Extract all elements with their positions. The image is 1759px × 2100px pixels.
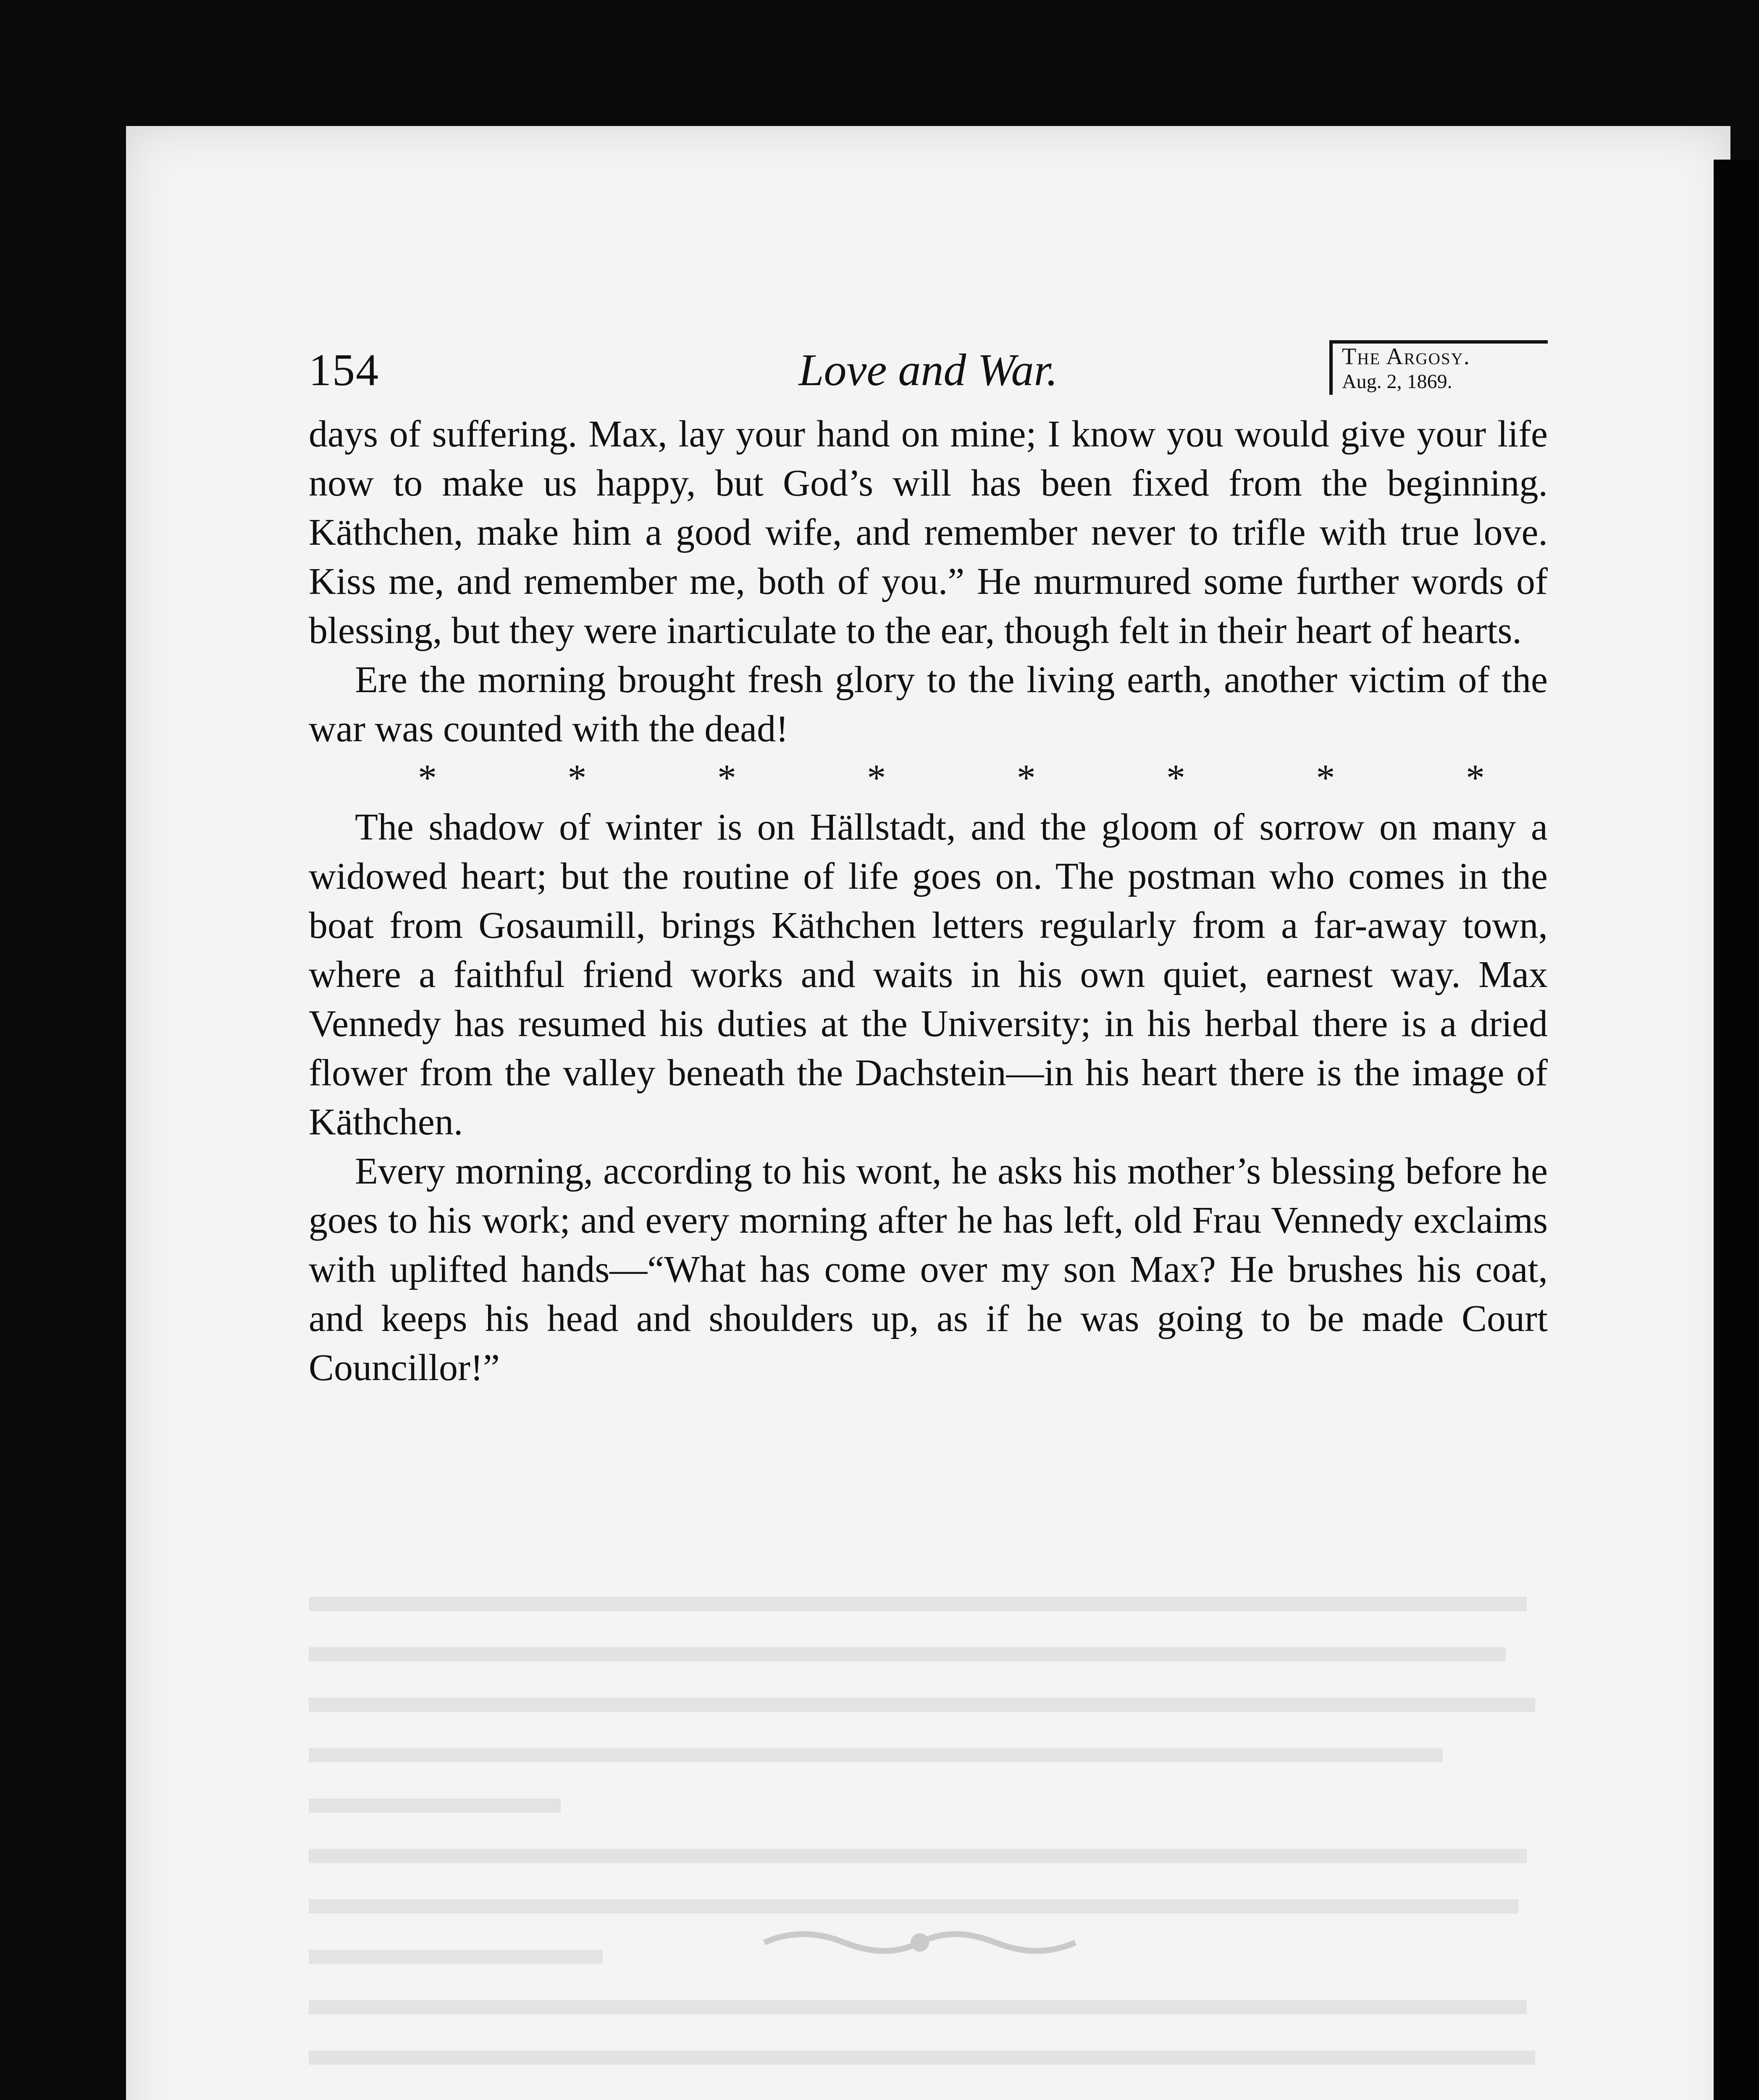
adjacent-page-edge	[1714, 160, 1759, 2100]
section-star: *	[867, 757, 886, 799]
section-star: *	[1166, 757, 1186, 799]
issue-date: Aug. 2, 1869.	[1342, 370, 1452, 393]
section-star: *	[418, 757, 437, 799]
paragraph-2: Ere the morning brought fresh glory to the living earth, another victim of the war was counted with the dead!	[309, 659, 1548, 750]
issue-bracket	[1329, 340, 1548, 395]
ornament-icon	[760, 1924, 1079, 1961]
paragraph-3: The shadow of winter is on Hällstadt, and the gloom of sorrow on many a widowed heart; but the routine of life goes on. The postman who comes in the boat from Gosaumill, brings Käthchen letters regularly from a far-away town, where a faithful friend works and waits in his own quiet, earnest way. Max Vennedy has resumed his duties at the University; in his herbal there is a dried flower from the valley beneath the Dachstein—in his heart there is the image of Käthchen.	[309, 806, 1548, 1143]
section-star: *	[1465, 757, 1485, 799]
paragraph-1: days of suffering. Max, lay your hand on mine; I know you would give your life now to make us happy, but God’s will has been fixed from the beginning. Käthchen, make him a good wife, and remember never to trifle with true love. Kiss me, and remember me, both of you.” He murmured some further words of blessing, but they were inarticulate to the ear, though felt in their heart of hearts.	[309, 413, 1548, 651]
body-text	[309, 410, 1548, 1392]
page-header	[309, 340, 1548, 407]
section-star: *	[1316, 757, 1335, 799]
paragraph-4: Every morning, according to his wont, he asks his mother’s blessing before he goes to his work; and every morning after he has left, old Frau Vennedy exclaims with uplifted hands—“What has come over my son Max? He brushes his coat, and keeps his head and shoulders up, as if he was going to be made Court Councillor!”	[309, 1150, 1548, 1389]
show-through-text	[309, 1575, 1548, 2100]
running-title: Love and War.	[798, 345, 1058, 395]
magazine-name: The Argosy.	[1342, 344, 1470, 370]
section-star: *	[567, 757, 587, 799]
page-number: 154	[309, 345, 379, 395]
section-star: *	[717, 757, 736, 799]
section-break	[309, 753, 1548, 803]
section-star: *	[1016, 757, 1036, 799]
